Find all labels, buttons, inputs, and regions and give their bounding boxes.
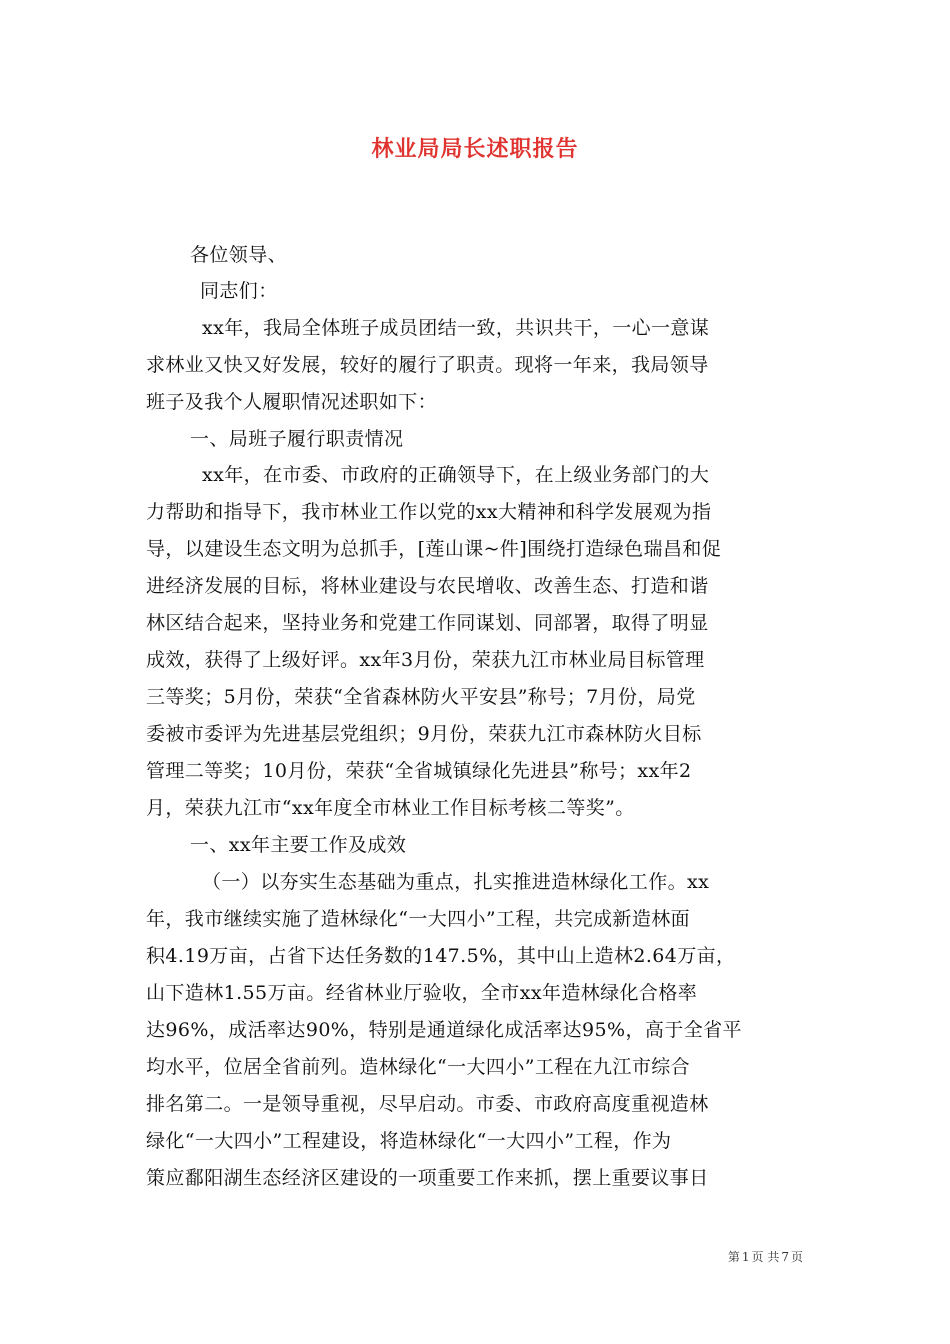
body-line: 达96%，成活率达90%，特别是通道绿化成活率达95%，高于全省平	[146, 1019, 742, 1041]
section-heading: 一、xx年主要工作及成效	[190, 834, 407, 856]
body-line: xx年，在市委、市政府的正确领导下，在上级业务部门的大	[202, 464, 710, 486]
body-line: 年，我市继续实施了造林绿化“一大四小”工程，共完成新造林面	[146, 908, 691, 930]
page-number-middle: 页 共	[751, 1250, 780, 1264]
subsection-heading: （一）以夯实生态基础为重点，扎实推进造林绿化工作。xx	[202, 871, 710, 893]
body-line: 绿化“一大四小”工程建设，将造林绿化“一大四小”工程，作为	[146, 1130, 672, 1152]
body-line: 力帮助和指导下，我市林业工作以党的xx大精神和科学发展观为指	[146, 501, 712, 523]
body-line: 三等奖；5月份，荣获“全省森林防火平安县”称号；7月份，局党	[146, 686, 696, 708]
body-line: 委被市委评为先进基层党组织；9月份，荣获九江市森林防火目标	[146, 723, 702, 745]
document-title: 林业局局长述职报告	[371, 136, 579, 162]
page-number-suffix: 页	[790, 1250, 803, 1264]
page-number-prefix: 第	[727, 1250, 740, 1264]
body-line: 山下造林1.55万亩。经省林业厅验收，全市xx年造林绿化合格率	[146, 982, 698, 1004]
body-line: 成效，获得了上级好评。xx年3月份，荣获九江市林业局目标管理	[146, 649, 705, 671]
body-line: 均水平，位居全省前列。造林绿化“一大四小”工程在九江市综合	[146, 1056, 691, 1078]
body-line: 策应鄱阳湖生态经济区建设的一项重要工作来抓，摆上重要议事日	[146, 1167, 709, 1189]
body-line: 同志们：	[200, 280, 278, 302]
body-line: 管理二等奖；10月份，荣获“全省城镇绿化先进县”称号；xx年2	[146, 760, 692, 782]
body-line: 积4.19万亩，占省下达任务数的147.5%，其中山上造林2.64万亩，	[146, 945, 736, 967]
page-number-total: 7	[781, 1250, 789, 1264]
body-line: 林区结合起来，坚持业务和党建工作同谋划、同部署，取得了明显	[146, 612, 709, 634]
body-line: 求林业又快又好发展，较好的履行了职责。现将一年来，我局领导	[146, 354, 709, 376]
body-line: 导，以建设生态文明为总抓手，[莲山课~件]围绕打造绿色瑞昌和促	[146, 538, 722, 560]
body-line: 月，荣获九江市“xx年度全市林业工作目标考核二等奖”。	[146, 797, 635, 819]
body-line: xx年，我局全体班子成员团结一致，共识共干，一心一意谋	[202, 317, 710, 339]
body-line: 各位领导、	[190, 244, 288, 266]
body-line: 排名第二。一是领导重视，尽早启动。市委、市政府高度重视造林	[146, 1093, 709, 1115]
page-number-current: 1	[741, 1250, 750, 1264]
section-heading: 一、局班子履行职责情况	[190, 428, 404, 450]
page-number	[727, 1248, 804, 1265]
body-line: 班子及我个人履职情况述职如下：	[146, 391, 438, 413]
body-line: 进经济发展的目标，将林业建设与农民增收、改善生态、打造和谐	[146, 575, 709, 597]
